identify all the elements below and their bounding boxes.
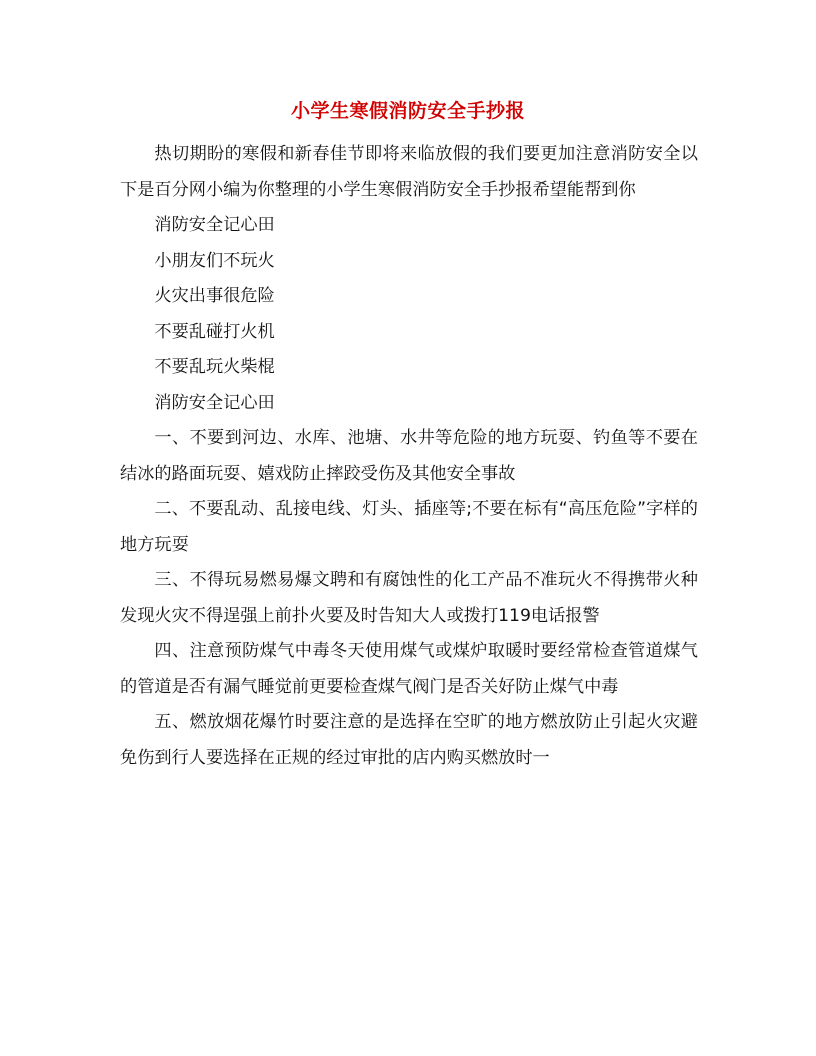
document-body — [120, 137, 698, 776]
verse-line-3: 火灾出事很危险 — [154, 286, 275, 306]
document-title: 小学生寒假消防安全手抄报 — [290, 100, 525, 122]
verse-line-1: 消防安全记心田 — [154, 215, 275, 235]
rule-paragraph-1: 一、不要到河边、水库、池塘、水井等危险的地方玩耍、钓鱼等不要在结冰的路面玩耍、嬉戏防止摔跤受伤及其他安全事故 — [120, 428, 698, 484]
rule-paragraph-2: 二、不要乱动、乱接电线、灯头、插座等;不要在标有“高压危险”字样的地方玩耍 — [120, 499, 698, 555]
intro-paragraph: 热切期盼的寒假和新春佳节即将来临放假的我们要更加注意消防安全以下是百分网小编为你整理的小学生寒假消防安全手抄报希望能帮到你 — [120, 144, 698, 200]
verse-line-5: 不要乱玩火柴棍 — [154, 357, 275, 377]
verse-line-4: 不要乱碰打火机 — [154, 321, 275, 342]
rule-paragraph-4: 四、注意预防煤气中毒冬天使用煤气或煤炉取暖时要经常检查管道煤气的管道是否有漏气睡觉前更要检查煤气阀门是否关好防止煤气中毒 — [120, 641, 698, 697]
rule-paragraph-5: 五、燃放烟花爆竹时要注意的是选择在空旷的地方燃放防止引起火灾避免伤到行人要选择在正规的经过审批的店内购买燃放时一 — [120, 712, 698, 768]
verse-line-2: 小朋友们不玩火 — [154, 250, 275, 271]
verse-line-6: 消防安全记心田 — [154, 392, 275, 413]
rule-paragraph-3: 三、不得玩易燃易爆文聘和有腐蚀性的化工产品不准玩火不得携带火种发现火灾不得逞强上前扑火要及时告知大人或拨打119电话报警 — [120, 570, 698, 626]
